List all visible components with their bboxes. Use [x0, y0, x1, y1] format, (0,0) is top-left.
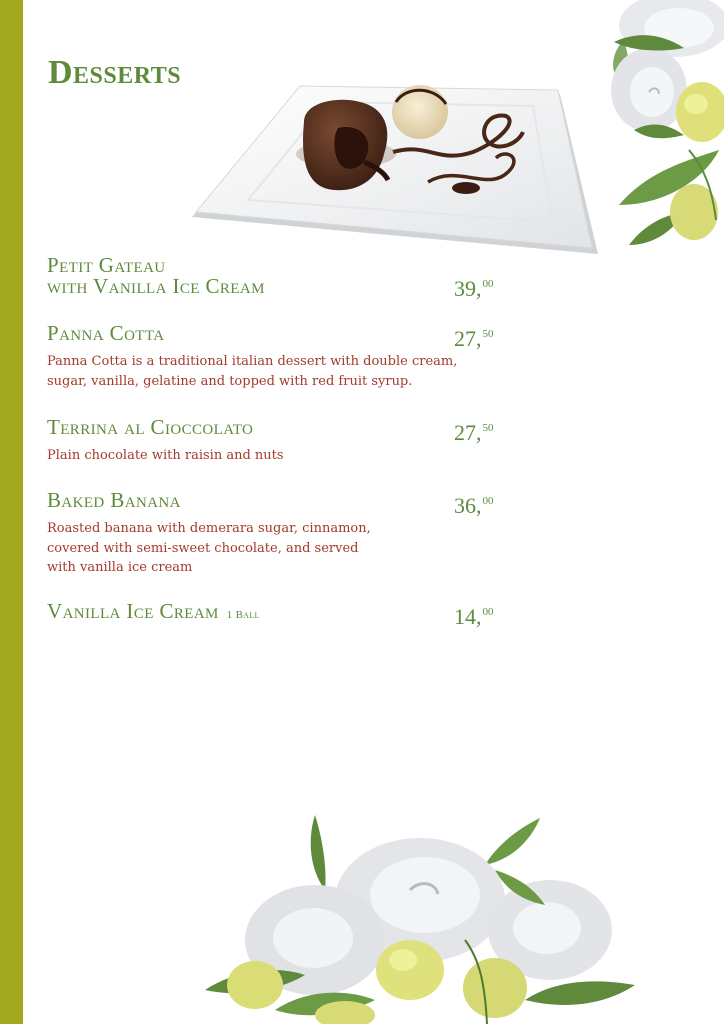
item-name: Vanilla Ice Cream 1 Ball	[47, 599, 260, 623]
menu-item-vanilla-ice-cream	[47, 599, 507, 629]
menu-item-baked-banana	[47, 490, 507, 578]
item-price: 27,50	[454, 420, 494, 445]
item-name-line-1: Petit Gateau	[47, 253, 166, 277]
item-name: Terrina al Cioccolato	[47, 415, 254, 439]
item-name-line-2: with Vanilla Ice Cream	[47, 274, 265, 298]
menu-item-petit-gateau	[47, 253, 507, 301]
side-color-bar	[0, 0, 23, 1024]
menu-item-terrina-al-cioccolato	[47, 417, 507, 466]
item-description: Roasted banana with demerara sugar, cinnamon, covered with semi-sweet chocolate, and served with vanilla ice cream	[47, 521, 371, 575]
item-note: 1 Ball	[226, 609, 260, 621]
item-price: 36,00	[454, 493, 494, 518]
menu-item-panna-cotta	[47, 323, 507, 391]
item-price: 14,00	[454, 604, 494, 629]
item-name: Baked Banana	[47, 488, 181, 512]
dessert-plate-image	[188, 72, 603, 267]
floral-decoration-top	[594, 0, 724, 255]
floral-decoration-bottom	[195, 810, 645, 1024]
item-description: Plain chocolate with raisin and nuts	[47, 448, 284, 463]
item-price: 27,50	[454, 326, 494, 351]
item-name	[47, 255, 507, 297]
item-description: Panna Cotta is a traditional italian dessert with double cream, sugar, vanilla, gelatine and topped with red fruit syrup.	[47, 354, 458, 389]
item-price: 39,00	[454, 276, 494, 301]
item-name: Panna Cotta	[47, 321, 165, 345]
page-title: Desserts	[48, 54, 182, 91]
